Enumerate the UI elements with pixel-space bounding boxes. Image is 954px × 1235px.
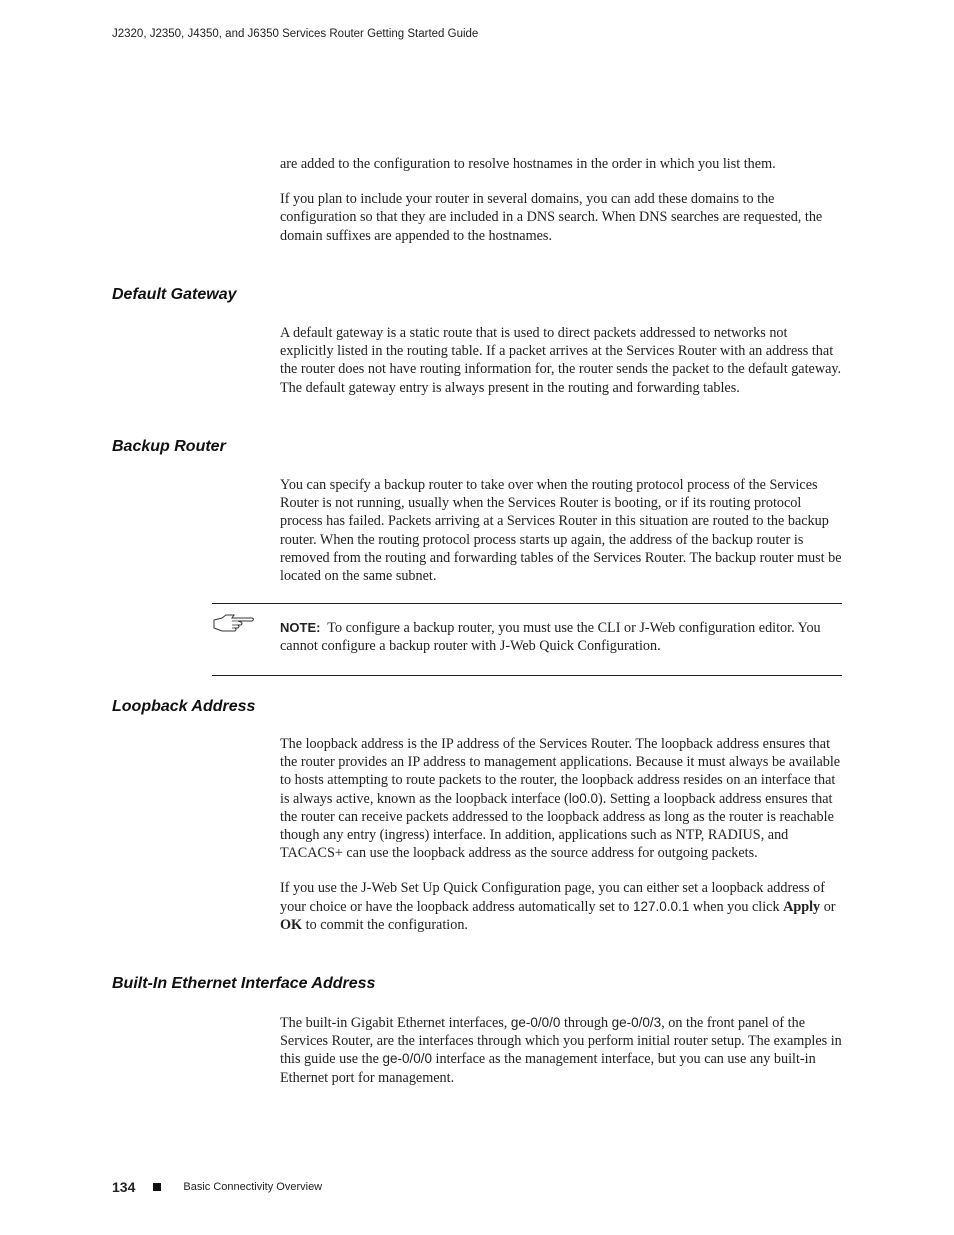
ethernet-paragraph — [280, 1014, 843, 1087]
ok-label: OK — [280, 916, 303, 933]
code-ge-0-0-0: ge-0/0/0 — [510, 1015, 561, 1030]
loopback-section — [280, 735, 843, 934]
text-run: If you use the J-Web Set Up Quick Configuration page, you can either set a loopback address of your choice or have the loopback address automatically set to — [280, 880, 825, 915]
footer-section-title: Basic Connectivity Overview — [183, 1181, 323, 1193]
ethernet-heading: Built-In Ethernet Interface Address — [112, 975, 376, 992]
backup-router-heading: Backup Router — [112, 438, 226, 455]
note-top-rule — [212, 603, 842, 604]
intro-paragraph-1: are added to the configuration to resolve hostnames in the order in which you list them. — [280, 156, 776, 172]
note-text — [280, 619, 843, 655]
apply-label: Apply — [783, 898, 821, 915]
loopback-paragraph-1 — [280, 735, 843, 862]
code-ip-address: 127.0.0.1 — [633, 898, 690, 914]
loopback-paragraph-2 — [280, 879, 843, 934]
note-box — [280, 619, 843, 655]
text-run: when you click — [689, 898, 784, 915]
default-gateway-paragraph: A default gateway is a static route that is used to direct packets addressed to networks not explicitly listed in the routing table. If a packet arrives at the Services Router with an address that the router does not have routing information for, the router sends the packet to the default gateway. The default gateway entry is always present in the routing and forwarding tables. — [280, 325, 842, 396]
text-run: The built-in Gigabit Ethernet interfaces, — [280, 1015, 511, 1031]
text-run: to commit the configuration. — [302, 916, 468, 933]
square-bullet-icon — [153, 1183, 161, 1191]
text-run: interface as the management interface, but you can use any built-in Ethernet port for management. — [280, 1051, 816, 1086]
text-run: through — [560, 1015, 612, 1031]
page-number: 134 — [112, 1179, 136, 1195]
ethernet-section — [280, 1014, 843, 1087]
code-ge-0-0-0-second: ge-0/0/0 — [382, 1051, 432, 1067]
text-run: ). Setting a loopback address ensures that the router can receive packets addressed to the loopback address as long as the router is reachable though any entry (ingress) interface. In addition, applications such as NTP, RADIUS, and TACACS+ can use the loopback address as the source address for outgoing packets. — [280, 790, 834, 862]
intro-paragraph-2: If you plan to include your router in several domains, you can add these domains to the configuration so that they are included in a DNS search. When DNS searches are requested, the domain suffixes are appended to the hostnames. — [280, 191, 823, 244]
text-run: , on the front panel of the Services Router, are the interfaces through which you perform initial router setup. The examples in this guide use the — [280, 1015, 842, 1068]
code-lo0: lo0.0 — [568, 790, 599, 806]
text-run: or — [820, 898, 836, 915]
page-footer — [112, 1179, 322, 1195]
note-label: NOTE: — [280, 620, 321, 635]
pointing-hand-icon — [212, 612, 256, 634]
loopback-heading: Loopback Address — [112, 698, 256, 715]
text-run: The loopback address is the IP address of the Services Router. The loopback address ensures that the router provides an IP address to management applications. Because it must always be available to hosts attempting to route packets to the router, the loopback address resides on an interface that is always active, known as the loopback interface ( — [280, 736, 841, 807]
default-gateway-heading: Default Gateway — [112, 286, 237, 303]
code-ge-0-0-3: ge-0/0/3 — [611, 1015, 662, 1030]
running-header: J2320, J2350, J4350, and J6350 Services Router Getting Started Guide — [112, 28, 479, 40]
note-body: To configure a backup router, you must use the CLI or J-Web configuration editor. You cannot configure a backup router with J-Web Quick Configuration. — [280, 620, 821, 655]
backup-router-section — [280, 476, 843, 585]
intro-section — [280, 155, 843, 245]
backup-router-paragraph: You can specify a backup router to take over when the routing protocol process of the Services Router is not running, usually when the Services Router is booting, or if its routing protocol process has failed. Packets arriving at a Services Router in this situation are routed to the backup router. When the routing protocol process starts up again, the address of the backup router is removed from the routing and forwarding tables of the Services Router. The backup router must be located on the same subnet. — [280, 477, 842, 585]
note-bottom-rule — [212, 675, 842, 676]
default-gateway-section — [280, 324, 843, 397]
